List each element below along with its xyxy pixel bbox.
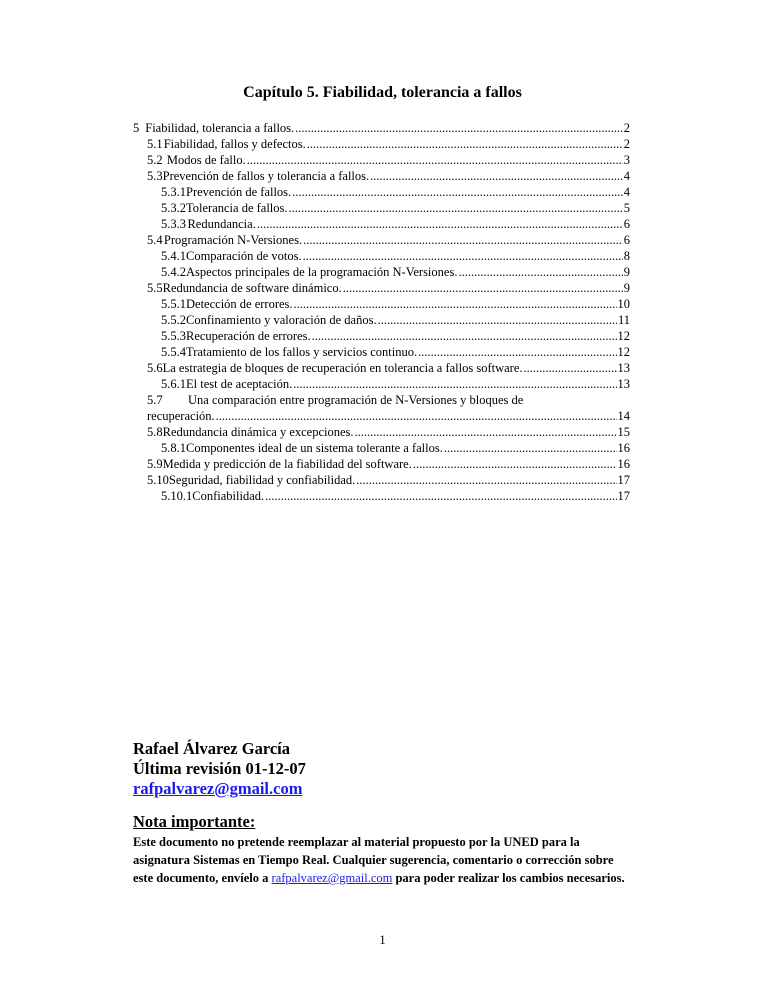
toc-page: 15 — [617, 425, 630, 439]
toc-label: El test de aceptación. — [186, 377, 293, 391]
toc-number: 5.4 — [147, 233, 163, 247]
toc-leader — [216, 408, 617, 424]
toc-page: 14 — [617, 409, 630, 423]
toc-label: Programación N-Versiones. — [163, 233, 303, 247]
toc-leader — [356, 472, 616, 488]
toc-page: 6 — [623, 217, 630, 231]
toc-entry[interactable] — [161, 184, 630, 200]
toc-page: 10 — [617, 297, 630, 311]
toc-entry-wrapped[interactable] — [147, 392, 523, 408]
toc-label: La estrategia de bloques de recuperación en tolerancia a fallos software. — [162, 361, 523, 375]
toc-page: 3 — [623, 153, 630, 167]
toc-page: 11 — [617, 313, 630, 327]
toc-leader — [378, 312, 617, 328]
note-body — [133, 833, 633, 887]
toc-number: 5.5.4 — [161, 345, 186, 359]
toc-number: 5.3.1 — [161, 185, 186, 199]
toc-number: 5.10.1 — [161, 489, 193, 503]
toc-page: 13 — [617, 377, 630, 391]
toc-leader — [293, 376, 616, 392]
toc-number: 5.3.3 — [161, 217, 186, 231]
toc-leader — [303, 248, 623, 264]
toc-entry-continuation[interactable] — [147, 408, 630, 424]
toc-number: 5.5.1 — [161, 297, 186, 311]
toc-leader — [413, 456, 617, 472]
toc-page: 4 — [623, 169, 630, 183]
toc-entry[interactable] — [161, 200, 630, 216]
toc-label: Medida y predicción de la fiabilidad del software. — [162, 457, 412, 471]
toc-label: Aspectos principales de la programación N-Versiones. — [186, 265, 458, 279]
toc-page: 9 — [623, 281, 630, 295]
toc-number: 5.5 — [147, 281, 163, 295]
toc-label: Recuperación de errores. — [186, 329, 311, 343]
toc-number: 5.10 — [147, 473, 169, 487]
toc-number: 5.4.2 — [161, 265, 186, 279]
toc-number: 5.9 — [147, 457, 163, 471]
note-text-after: para poder realizar los cambios necesarios. — [392, 871, 625, 885]
toc-number: 5.8.1 — [161, 441, 186, 455]
toc-number: 5.6 — [147, 361, 163, 375]
toc-leader — [307, 136, 623, 152]
toc-page: 9 — [623, 265, 630, 279]
toc-number: 5.1 — [147, 137, 163, 151]
toc-leader — [370, 168, 623, 184]
toc-page: 12 — [617, 345, 630, 359]
author-name: Rafael Álvarez García — [133, 739, 291, 758]
toc-label: Redundancia. — [187, 217, 256, 231]
toc-page: 8 — [623, 249, 630, 263]
toc-leader — [265, 488, 616, 504]
toc-label: Confiabilidad. — [192, 489, 265, 503]
page-number: 1 — [379, 933, 386, 947]
toc-entry[interactable] — [161, 344, 630, 360]
toc-leader — [418, 344, 616, 360]
toc-leader — [289, 200, 623, 216]
toc-entry[interactable] — [147, 152, 630, 168]
toc-label: Una comparación entre programación de N-Versiones y bloques de — [188, 393, 524, 407]
toc-label: Prevención de fallos y tolerancia a fallos. — [162, 169, 370, 183]
toc-number: 5.3.2 — [161, 201, 186, 215]
toc-leader — [292, 184, 623, 200]
toc-leader — [247, 152, 623, 168]
toc-page: 17 — [617, 489, 630, 503]
note-text-before: Este documento no pretende reemplazar al material propuesto por la UNED para la asignatura Sistemas en Tiempo Real. Cualquier sugerencia, comentario o corrección sobre este documento, envíelo a — [133, 835, 614, 885]
toc-label: Fiabilidad, tolerancia a fallos. — [145, 121, 295, 135]
toc-page: 2 — [623, 137, 630, 151]
toc-leader — [524, 360, 617, 376]
toc-label: Comparación de votos. — [186, 249, 302, 263]
toc-number: 5.3 — [147, 169, 163, 183]
toc-leader — [458, 264, 622, 280]
toc-label: Fiabilidad, fallos y defectos. — [163, 137, 306, 151]
note-email-link[interactable]: rafpalvarez@gmail.com — [271, 871, 393, 885]
toc-number: 5 — [133, 121, 140, 135]
toc-label: Modos de fallo. — [166, 153, 246, 167]
toc-entry[interactable] — [161, 440, 630, 456]
toc-leader — [303, 232, 623, 248]
revision-date: Última revisión 01-12-07 — [133, 759, 306, 778]
toc-entry[interactable] — [161, 488, 630, 504]
toc-entry[interactable] — [161, 216, 630, 232]
toc-page: 16 — [617, 457, 630, 471]
toc-leader — [343, 280, 623, 296]
toc-entry[interactable] — [147, 136, 630, 152]
chapter-title: Capítulo 5. Fiabilidad, tolerancia a fallos — [243, 84, 522, 101]
toc-leader — [444, 440, 617, 456]
toc-entry[interactable] — [133, 120, 630, 136]
toc-entry[interactable] — [147, 168, 630, 184]
toc-entry[interactable] — [161, 328, 630, 344]
toc-label: recuperación. — [147, 409, 215, 423]
toc-page: 12 — [617, 329, 630, 343]
toc-entry[interactable] — [161, 312, 630, 328]
toc-number: 5.2 — [147, 153, 163, 167]
toc-number: 5.5.3 — [161, 329, 186, 343]
toc-number: 5.4.1 — [161, 249, 186, 263]
toc-entry[interactable] — [161, 296, 630, 312]
toc-leader — [355, 424, 617, 440]
toc-entry[interactable] — [147, 232, 630, 248]
toc-entry[interactable] — [147, 456, 630, 472]
toc-label: Tratamiento de los fallos y servicios continuo. — [186, 345, 418, 359]
toc-leader — [312, 328, 617, 344]
toc-label: Redundancia dinámica y excepciones. — [162, 425, 354, 439]
toc-leader — [294, 296, 617, 312]
author-block — [133, 739, 306, 799]
toc-label: Confinamiento y valoración de daños. — [186, 313, 377, 327]
toc-label: Detección de errores. — [186, 297, 293, 311]
toc-page: 17 — [617, 473, 630, 487]
toc-label: Componentes ideal de un sistema tolerante a fallos. — [186, 441, 443, 455]
toc-page: 2 — [623, 121, 630, 135]
author-email-link[interactable]: rafpalvarez@gmail.com — [133, 779, 303, 798]
toc-leader — [257, 216, 623, 232]
toc-entry[interactable] — [147, 280, 630, 296]
toc-number: 5.7 — [147, 393, 163, 407]
toc-number: 5.6.1 — [161, 377, 186, 391]
toc-number: 5.8 — [147, 425, 163, 439]
toc-label: Seguridad, fiabilidad y confiabilidad. — [168, 473, 356, 487]
toc-leader — [295, 120, 623, 136]
toc-entry[interactable] — [147, 472, 630, 488]
toc-entry[interactable] — [147, 424, 630, 440]
toc-page: 5 — [623, 201, 630, 215]
toc-number: 5.5.2 — [161, 313, 186, 327]
toc-label: Tolerancia de fallos. — [186, 201, 288, 215]
toc-entry[interactable] — [161, 376, 630, 392]
toc-page: 13 — [617, 361, 630, 375]
toc-entry[interactable] — [161, 248, 630, 264]
toc-label: Redundancia de software dinámico. — [162, 281, 342, 295]
toc-page: 16 — [617, 441, 630, 455]
toc-entry[interactable] — [161, 264, 630, 280]
toc-page: 6 — [623, 233, 630, 247]
toc-page: 4 — [623, 185, 630, 199]
toc-label: Prevención de fallos. — [186, 185, 292, 199]
note-heading: Nota importante: — [133, 812, 256, 831]
toc-entry[interactable] — [147, 360, 630, 376]
